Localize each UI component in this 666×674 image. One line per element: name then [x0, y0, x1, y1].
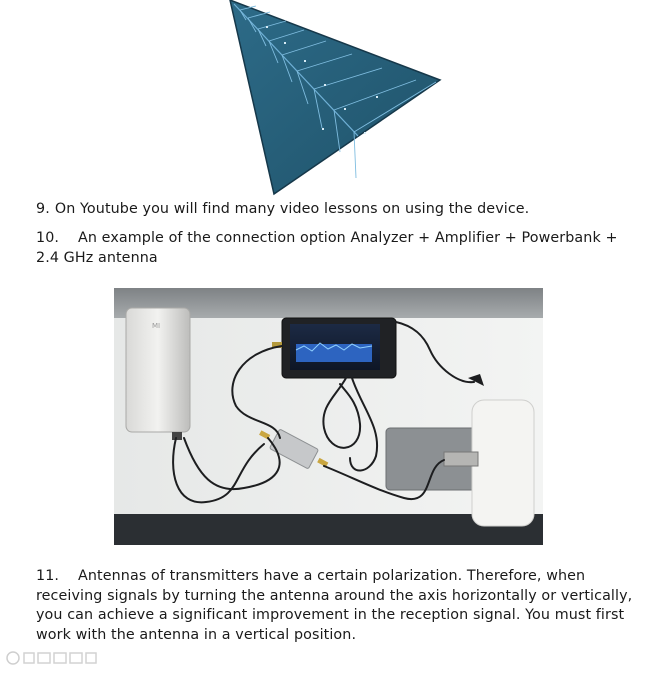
item-text: An example of the connection option Analyzer + Amplifier + Powerbank + 2.4 GHz antenna	[36, 230, 618, 266]
item-text: Antennas of transmitters have a certain polarization. Therefore, when receiving signals by turning the antenna around the axis horizontally or vertically, you can achieve a significant improvement in the reception signal. You must first work with the antenna in a vertical position.	[36, 568, 633, 643]
item-number: 11.	[36, 568, 60, 584]
item-text: On Youtube you will find many video lessons on using the device.	[54, 201, 530, 217]
list-item-9	[36, 200, 529, 220]
item-number: 10.	[36, 230, 60, 246]
list-item-10	[36, 229, 636, 268]
watermark-logo	[6, 650, 98, 670]
item-number: 9.	[36, 201, 50, 217]
list-item-11	[36, 567, 646, 645]
device-setup-photo	[114, 288, 543, 545]
svg-text:MI: MI	[152, 322, 161, 330]
antenna-pcb-photo	[226, 0, 444, 196]
